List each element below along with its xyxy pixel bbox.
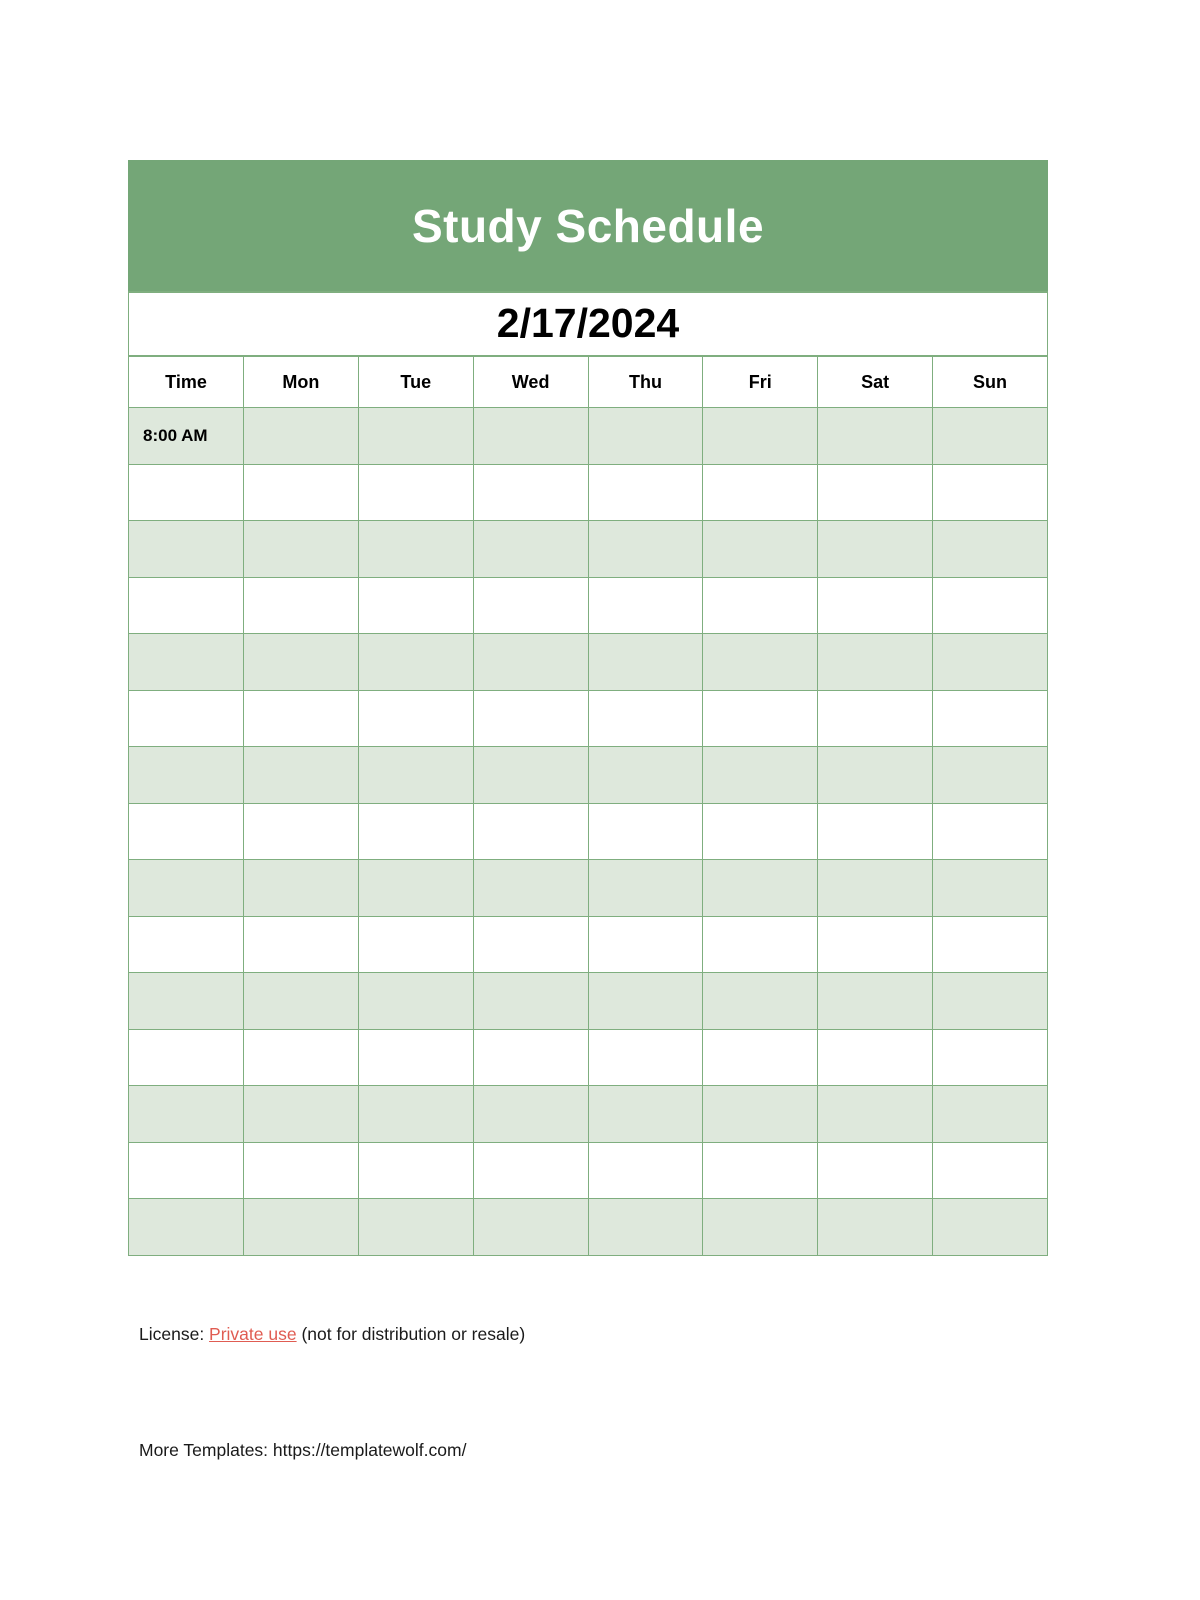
slot-cell-sun[interactable] <box>933 1029 1048 1086</box>
slot-cell-thu[interactable] <box>588 1199 703 1256</box>
column-header-thu: Thu <box>588 356 703 408</box>
time-cell[interactable] <box>129 577 244 634</box>
column-header-sat: Sat <box>818 356 933 408</box>
slot-cell-mon[interactable] <box>244 1029 359 1086</box>
slot-cell-wed[interactable] <box>473 634 588 691</box>
slot-cell-mon[interactable] <box>244 747 359 804</box>
slot-cell-sat[interactable] <box>818 1029 933 1086</box>
slot-cell-fri[interactable] <box>703 1086 818 1143</box>
slot-cell-wed[interactable] <box>473 464 588 521</box>
slot-cell-thu[interactable] <box>588 973 703 1030</box>
slot-cell-thu[interactable] <box>588 1142 703 1199</box>
column-header-row <box>129 356 1048 408</box>
slot-cell-wed[interactable] <box>473 1142 588 1199</box>
slot-cell-mon[interactable] <box>244 1142 359 1199</box>
table-row <box>129 1029 1048 1086</box>
slot-cell-mon[interactable] <box>244 916 359 973</box>
slot-cell-sat[interactable] <box>818 577 933 634</box>
slot-cell-fri[interactable] <box>703 577 818 634</box>
slot-cell-mon[interactable] <box>244 634 359 691</box>
slot-cell-sat[interactable] <box>818 747 933 804</box>
slot-cell-mon[interactable] <box>244 464 359 521</box>
slot-cell-sat[interactable] <box>818 1199 933 1256</box>
license-line <box>139 1322 1039 1347</box>
time-cell[interactable] <box>129 973 244 1030</box>
slot-cell-sun[interactable] <box>933 1142 1048 1199</box>
time-cell[interactable] <box>129 860 244 917</box>
time-cell[interactable] <box>129 747 244 804</box>
slot-cell-wed[interactable] <box>473 1029 588 1086</box>
time-cell[interactable] <box>129 1086 244 1143</box>
slot-cell-thu[interactable] <box>588 803 703 860</box>
slot-cell-thu[interactable] <box>588 408 703 465</box>
slot-cell-sat[interactable] <box>818 1142 933 1199</box>
time-cell[interactable] <box>129 1029 244 1086</box>
column-header-sun: Sun <box>933 356 1048 408</box>
table-banner-head <box>129 161 1048 357</box>
slot-cell-tue[interactable] <box>358 577 473 634</box>
slot-cell-fri[interactable] <box>703 464 818 521</box>
slot-cell-fri[interactable] <box>703 690 818 747</box>
time-cell[interactable] <box>129 690 244 747</box>
time-cell[interactable] <box>129 634 244 691</box>
time-slot-rows <box>129 408 1048 1256</box>
slot-cell-thu[interactable] <box>588 916 703 973</box>
slot-cell-thu[interactable] <box>588 747 703 804</box>
slot-cell-sat[interactable] <box>818 634 933 691</box>
slot-cell-wed[interactable] <box>473 747 588 804</box>
slot-cell-mon[interactable] <box>244 690 359 747</box>
slot-cell-thu[interactable] <box>588 690 703 747</box>
slot-cell-sun[interactable] <box>933 634 1048 691</box>
slot-cell-fri[interactable] <box>703 1142 818 1199</box>
slot-cell-tue[interactable] <box>358 1086 473 1143</box>
slot-cell-sat[interactable] <box>818 690 933 747</box>
slot-cell-fri[interactable] <box>703 747 818 804</box>
slot-cell-sun[interactable] <box>933 521 1048 578</box>
column-header-tue: Tue <box>358 356 473 408</box>
license-suffix-text: (not for distribution or resale) <box>296 1324 526 1344</box>
slot-cell-sun[interactable] <box>933 690 1048 747</box>
slot-cell-fri[interactable] <box>703 1029 818 1086</box>
slot-cell-sun[interactable] <box>933 973 1048 1030</box>
time-cell[interactable] <box>129 1142 244 1199</box>
slot-cell-tue[interactable] <box>358 408 473 465</box>
slot-cell-tue[interactable] <box>358 464 473 521</box>
slot-cell-mon[interactable] <box>244 860 359 917</box>
slot-cell-wed[interactable] <box>473 1086 588 1143</box>
table-row <box>129 1142 1048 1199</box>
title-banner-cell <box>129 161 1048 293</box>
slot-cell-mon[interactable] <box>244 1086 359 1143</box>
slot-cell-tue[interactable] <box>358 916 473 973</box>
slot-cell-sat[interactable] <box>818 803 933 860</box>
slot-cell-wed[interactable] <box>473 1199 588 1256</box>
slot-cell-wed[interactable] <box>473 408 588 465</box>
column-header-fri: Fri <box>703 356 818 408</box>
slot-cell-tue[interactable] <box>358 860 473 917</box>
study-schedule-table <box>128 160 1048 1256</box>
slot-cell-fri[interactable] <box>703 408 818 465</box>
table-row <box>129 577 1048 634</box>
slot-cell-fri[interactable] <box>703 860 818 917</box>
time-cell[interactable] <box>129 521 244 578</box>
slot-cell-sat[interactable] <box>818 1086 933 1143</box>
slot-cell-tue[interactable] <box>358 1142 473 1199</box>
time-cell[interactable]: 8:00 AM <box>129 408 244 465</box>
slot-cell-wed[interactable] <box>473 803 588 860</box>
slot-cell-sun[interactable] <box>933 464 1048 521</box>
slot-cell-wed[interactable] <box>473 973 588 1030</box>
slot-cell-mon[interactable] <box>244 973 359 1030</box>
slot-cell-thu[interactable] <box>588 521 703 578</box>
slot-cell-thu[interactable] <box>588 860 703 917</box>
column-header-row-group <box>129 356 1048 408</box>
title-banner-row <box>129 161 1048 293</box>
slot-cell-sun[interactable] <box>933 1086 1048 1143</box>
slot-cell-tue[interactable] <box>358 803 473 860</box>
slot-cell-fri[interactable] <box>703 521 818 578</box>
license-prefix-text: License: <box>139 1324 210 1344</box>
time-cell[interactable] <box>129 1199 244 1256</box>
slot-cell-tue[interactable] <box>358 1199 473 1256</box>
slot-cell-sat[interactable] <box>818 916 933 973</box>
slot-cell-sun[interactable] <box>933 916 1048 973</box>
table-row <box>129 408 1048 465</box>
table-row <box>129 747 1048 804</box>
slot-cell-fri[interactable] <box>703 634 818 691</box>
schedule-table-container <box>128 160 1047 1256</box>
slot-cell-thu[interactable] <box>588 1086 703 1143</box>
slot-cell-thu[interactable] <box>588 577 703 634</box>
slot-cell-tue[interactable] <box>358 634 473 691</box>
slot-cell-tue[interactable] <box>358 747 473 804</box>
table-row <box>129 634 1048 691</box>
slot-cell-thu[interactable] <box>588 464 703 521</box>
table-row <box>129 521 1048 578</box>
slot-cell-wed[interactable] <box>473 577 588 634</box>
slot-cell-sun[interactable] <box>933 577 1048 634</box>
slot-cell-thu[interactable] <box>588 634 703 691</box>
time-cell[interactable] <box>129 464 244 521</box>
slot-cell-sat[interactable] <box>818 408 933 465</box>
table-row <box>129 690 1048 747</box>
table-row <box>129 916 1048 973</box>
table-row <box>129 1086 1048 1143</box>
slot-cell-wed[interactable] <box>473 690 588 747</box>
table-row <box>129 860 1048 917</box>
slot-cell-mon[interactable] <box>244 577 359 634</box>
more-templates-line <box>139 1438 466 1463</box>
more-templates-text[interactable]: More Templates: https://templatewolf.com/ <box>139 1440 467 1460</box>
slot-cell-mon[interactable] <box>244 521 359 578</box>
slot-cell-sun[interactable] <box>933 803 1048 860</box>
time-cell[interactable] <box>129 803 244 860</box>
table-row <box>129 1199 1048 1256</box>
slot-cell-tue[interactable] <box>358 690 473 747</box>
slot-cell-fri[interactable] <box>703 803 818 860</box>
schedule-date: 2/17/2024 <box>496 300 680 347</box>
slot-cell-mon[interactable] <box>244 1199 359 1256</box>
slot-cell-wed[interactable] <box>473 860 588 917</box>
slot-cell-sun[interactable] <box>933 408 1048 465</box>
private-use-link[interactable]: Private use <box>209 1324 297 1344</box>
slot-cell-sun[interactable] <box>933 747 1048 804</box>
column-header-time: Time <box>129 356 244 408</box>
table-row <box>129 803 1048 860</box>
slot-cell-wed[interactable] <box>473 521 588 578</box>
date-row <box>129 292 1048 356</box>
slot-cell-sat[interactable] <box>818 464 933 521</box>
slot-cell-fri[interactable] <box>703 1199 818 1256</box>
footer <box>139 1322 1039 1460</box>
slot-cell-mon[interactable] <box>244 803 359 860</box>
slot-cell-sat[interactable] <box>818 521 933 578</box>
slot-cell-sat[interactable] <box>818 860 933 917</box>
slot-cell-sun[interactable] <box>933 860 1048 917</box>
slot-cell-tue[interactable] <box>358 1029 473 1086</box>
slot-cell-thu[interactable] <box>588 1029 703 1086</box>
slot-cell-tue[interactable] <box>358 521 473 578</box>
date-cell[interactable] <box>129 292 1048 356</box>
slot-cell-wed[interactable] <box>473 916 588 973</box>
column-header-wed: Wed <box>473 356 588 408</box>
page-title: Study Schedule <box>411 199 765 252</box>
slot-cell-sun[interactable] <box>933 1199 1048 1256</box>
slot-cell-fri[interactable] <box>703 916 818 973</box>
slot-cell-sat[interactable] <box>818 973 933 1030</box>
table-row <box>129 464 1048 521</box>
time-cell[interactable] <box>129 916 244 973</box>
slot-cell-tue[interactable] <box>358 973 473 1030</box>
slot-cell-mon[interactable] <box>244 408 359 465</box>
table-row <box>129 973 1048 1030</box>
slot-cell-fri[interactable] <box>703 973 818 1030</box>
column-header-mon: Mon <box>244 356 359 408</box>
